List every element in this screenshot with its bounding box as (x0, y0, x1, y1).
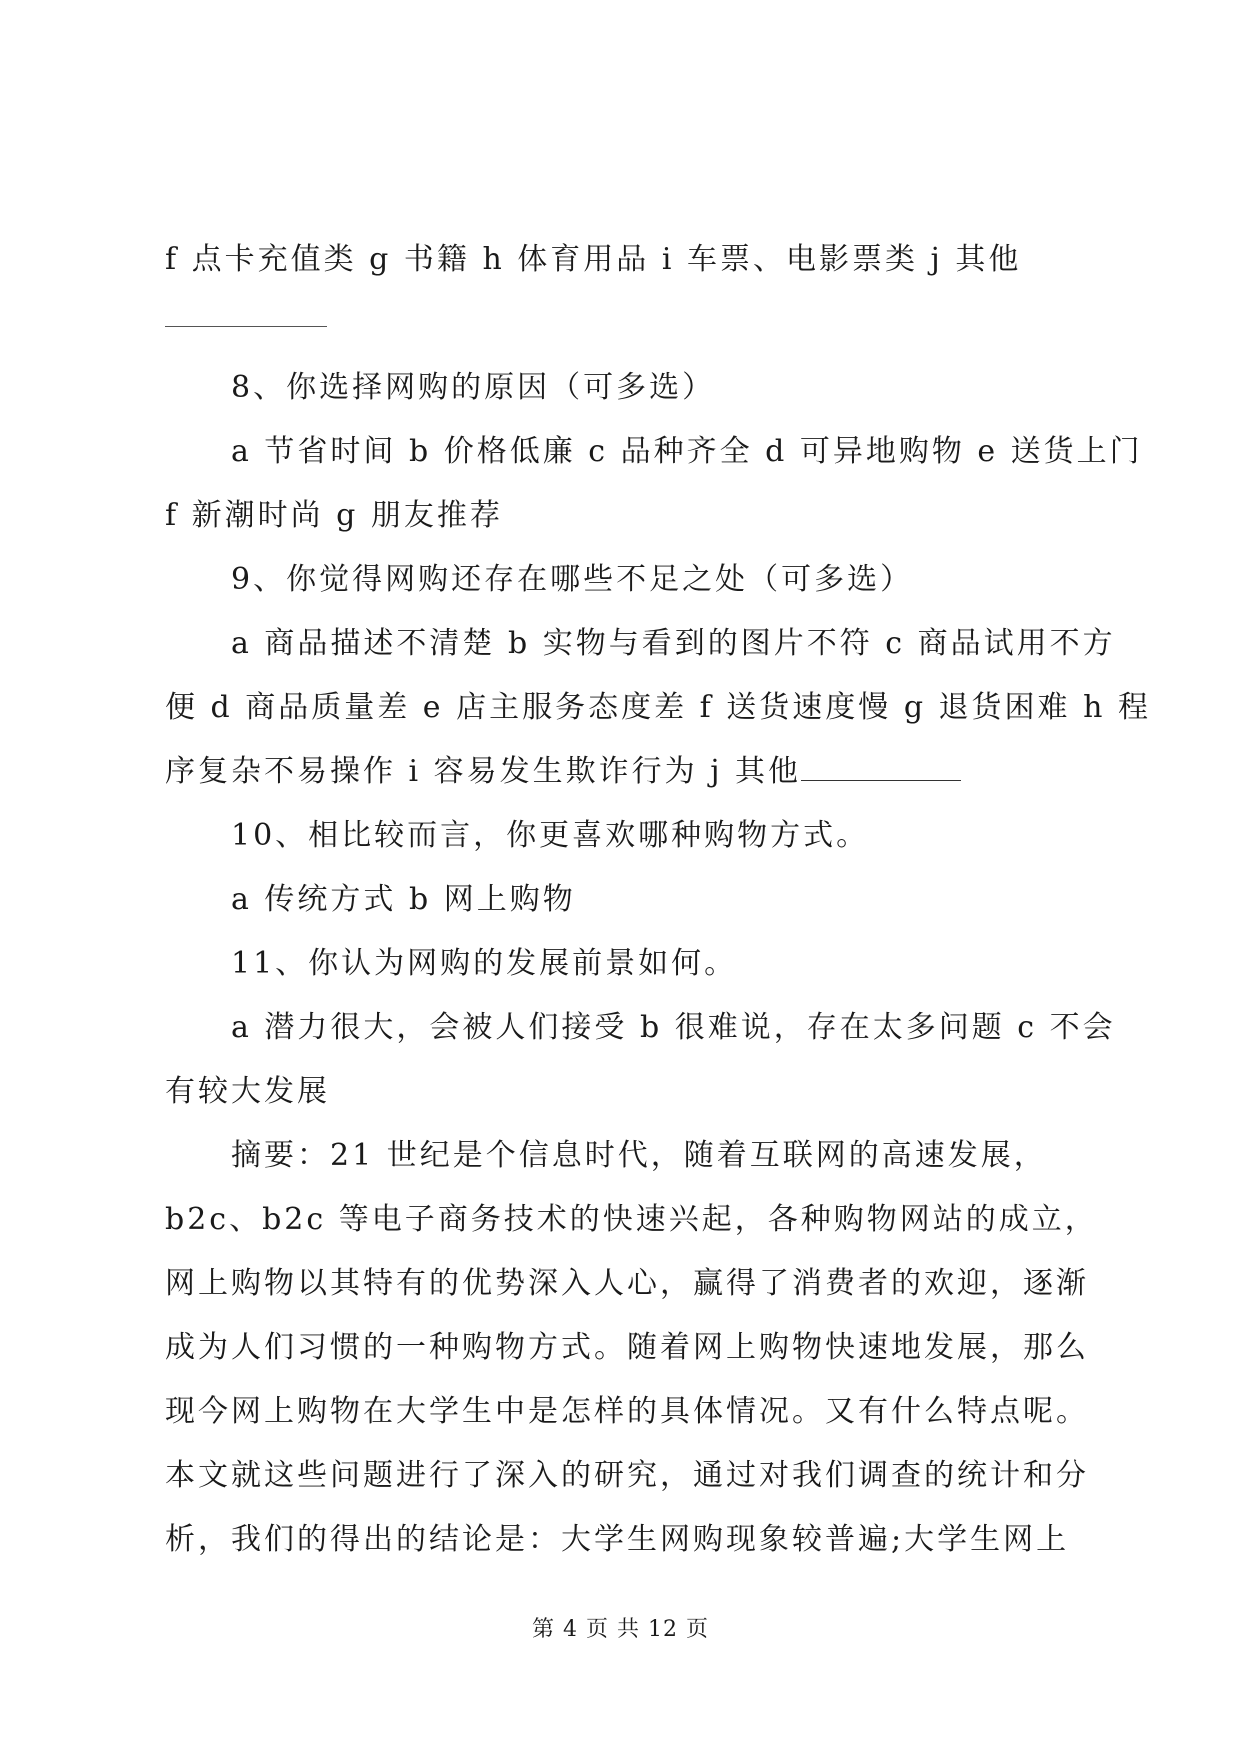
answer-blank (801, 750, 961, 781)
abstract-line: 现今网上购物在大学生中是怎样的具体情况。又有什么特点呢。 (165, 1394, 1089, 1429)
abstract-line: 摘要：21 世纪是个信息时代，随着互联网的高速发展， (231, 1138, 1047, 1173)
text-line: f 点卡充值类 g 书籍 h 体育用品 i 车票、电影票类 j 其他 (165, 242, 1022, 277)
abstract-line: 成为人们习惯的一种购物方式。随着网上购物快速地发展，那么 (165, 1330, 1089, 1365)
options-line: 有较大发展 (165, 1074, 330, 1109)
document-body (165, 228, 1151, 1572)
question-9: 9、你觉得网购还存在哪些不足之处（可多选） (231, 562, 914, 597)
question-11: 11、你认为网购的发展前景如何。 (231, 946, 738, 981)
options-line: a 潜力很大，会被人们接受 b 很难说，存在太多问题 c 不会 (231, 1010, 1116, 1045)
options-line: a 传统方式 b 网上购物 (231, 882, 576, 917)
options-line-with-blank (165, 740, 1085, 804)
options-line: a 商品描述不清楚 b 实物与看到的图片不符 c 商品试用不方 (231, 626, 1116, 661)
page-number-footer: 第 4 页 共 12 页 (532, 1617, 709, 1642)
question-8: 8、你选择网购的原因（可多选） (231, 370, 716, 405)
answer-blank-rule (165, 292, 1085, 356)
abstract-line: 本文就这些问题进行了深入的研究，通过对我们调查的统计和分 (165, 1458, 1089, 1493)
question-10: 10、相比较而言，你更喜欢哪种购物方式。 (231, 818, 870, 853)
abstract-line: 网上购物以其特有的优势深入人心，赢得了消费者的欢迎，逐渐 (165, 1266, 1089, 1301)
abstract-line: b2c、b2c 等电子商务技术的快速兴起，各种购物网站的成立， (165, 1202, 1098, 1237)
abstract-line: 析，我们的得出的结论是：大学生网购现象较普遍;大学生网上 (165, 1522, 1070, 1557)
options-line: 便 d 商品质量差 e 店主服务态度差 f 送货速度慢 g 退货困难 h 程 (165, 690, 1151, 725)
options-text: 序复杂不易操作 i 容易发生欺诈行为 j 其他 (165, 754, 802, 789)
options-line: a 节省时间 b 价格低廉 c 品种齐全 d 可异地购物 e 送货上门 (231, 434, 1143, 469)
options-line: f 新潮时尚 g 朋友推荐 (165, 498, 503, 533)
blank-line (165, 326, 327, 327)
